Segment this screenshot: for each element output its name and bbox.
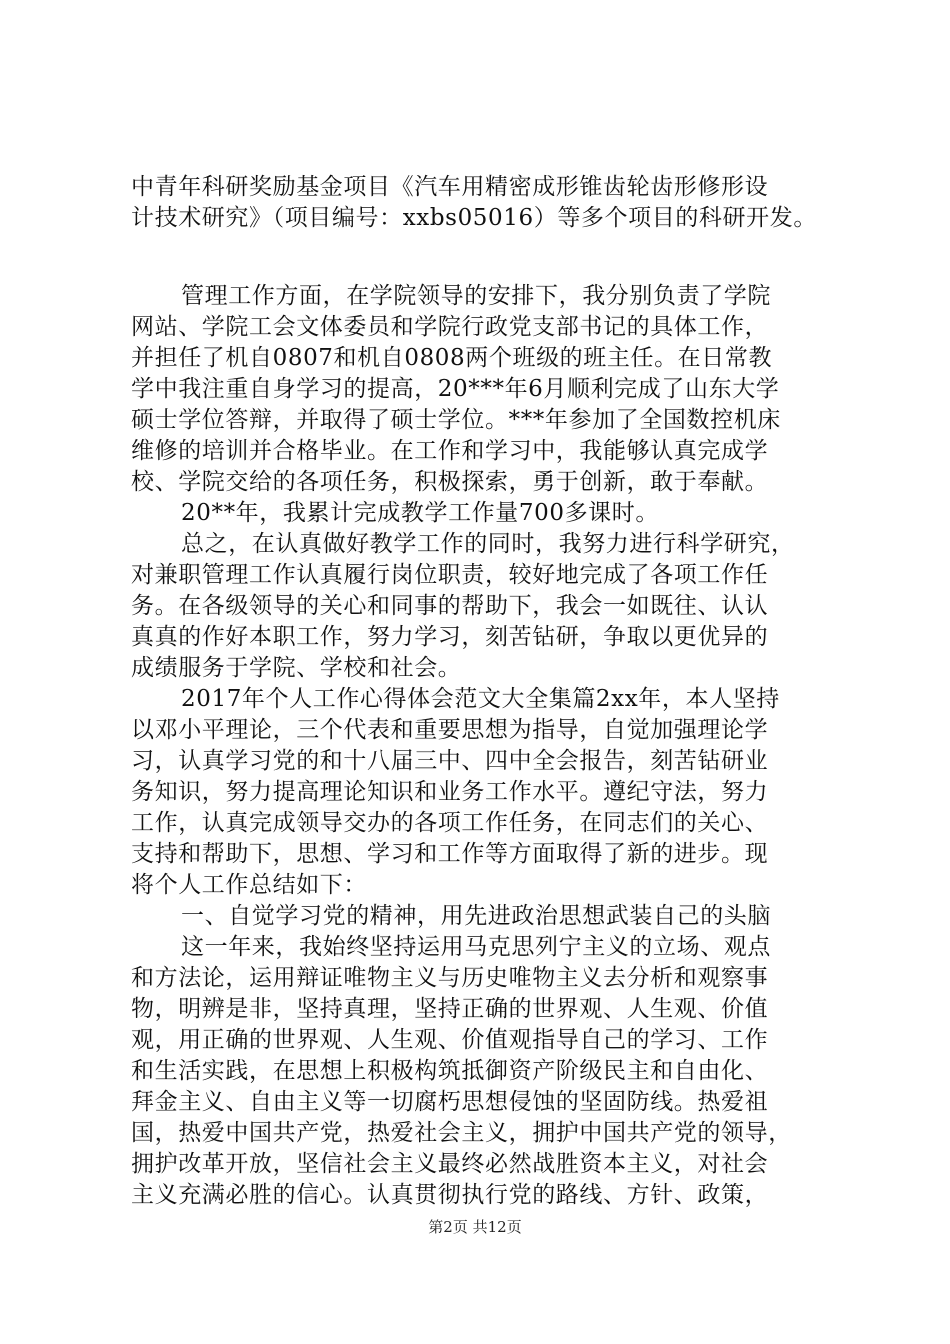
text-line: 网站、学院工会文体委员和学院行政党支部书记的具体工作， — [131, 314, 769, 340]
text-line: 支持和帮助下，思想、学习和工作等方面取得了新的进步。现 — [131, 841, 769, 867]
paragraph-gap — [131, 234, 831, 281]
text-line: 硕士学位答辩，并取得了硕士学位。***年参加了全国数控机床 — [131, 407, 781, 433]
text-line: 将个人工作总结如下： — [131, 872, 367, 898]
text-line: 和生活实践，在思想上积极构筑抵御资产阶级民主和自由化、 — [131, 1058, 769, 1084]
text-line: 拜金主义、自由主义等一切腐朽思想侵蚀的坚固防线。热爱祖 — [131, 1089, 769, 1115]
text-line: 以邓小平理论，三个代表和重要思想为指导，自觉加强理论学 — [131, 717, 769, 743]
section-heading-1 — [131, 901, 831, 932]
text-line: 校、学院交给的各项任务，积极探索，勇于创新，敢于奉献。 — [131, 469, 769, 495]
text-line: 总之，在认真做好教学工作的同时，我努力进行科学研究， — [181, 531, 795, 557]
text-line: 务。在各级领导的关心和同事的帮助下，我会一如既往、认认 — [131, 593, 769, 619]
paragraph-project-continuation — [131, 172, 831, 234]
text-line: 和方法论，运用辩证唯物主义与历史唯物主义去分析和观察事 — [131, 965, 769, 991]
text-line: 并担任了机自0807和机自0808两个班级的班主任。在日常教 — [131, 345, 773, 371]
text-line: 2017年个人工作心得体会范文大全集篇2xx年，本人坚持 — [181, 686, 780, 712]
text-line: 这一年来，我始终坚持运用马克思列宁主义的立场、观点 — [181, 934, 771, 960]
text-line: 计技术研究》（项目编号：xxbs05016）等多个项目的科研开发。 — [131, 205, 817, 231]
text-line: 工作，认真完成领导交办的各项工作任务，在同志们的关心、 — [131, 810, 769, 836]
text-line: 习，认真学习党的和十八届三中、四中全会报告，刻苦钻研业 — [131, 748, 769, 774]
text-line: 务知识，努力提高理论知识和业务工作水平。遵纪守法，努力 — [131, 779, 769, 805]
paragraph-political-thought — [131, 932, 831, 1211]
paragraph-article-2-intro — [131, 684, 831, 901]
text-line: 学中我注重自身学习的提高，20***年6月顺利完成了山东大学 — [131, 376, 780, 402]
text-line: 20**年，我累计完成教学工作量700多课时。 — [181, 500, 659, 526]
text-line: 成绩服务于学院、学校和社会。 — [131, 655, 462, 681]
text-line: 国，热爱中国共产党，热爱社会主义，拥护中国共产党的领导， — [131, 1120, 792, 1146]
text-line: 管理工作方面，在学院领导的安排下，我分别负责了学院 — [181, 283, 771, 309]
text-line: 真真的作好本职工作，努力学习，刻苦钻研，争取以更优异的 — [131, 624, 769, 650]
page-number: 第2页 共12页 — [428, 1218, 522, 1236]
text-line: 维修的培训并合格毕业。在工作和学习中，我能够认真完成学 — [131, 438, 769, 464]
text-line: 观，用正确的世界观、人生观、价值观指导自己的学习、工作 — [131, 1027, 769, 1053]
text-line: 一、自觉学习党的精神，用先进政治思想武装自己的头脑 — [181, 903, 771, 929]
document-body — [131, 172, 831, 1211]
text-line: 中青年科研奖励基金项目《汽车用精密成形锥齿轮齿形修形设 — [131, 174, 769, 200]
text-line: 对兼职管理工作认真履行岗位职责，较好地完成了各项工作任 — [131, 562, 769, 588]
paragraph-summary — [131, 529, 831, 684]
page-footer — [0, 1216, 950, 1237]
paragraph-teaching-hours — [131, 498, 831, 529]
text-line: 主义充满必胜的信心。认真贯彻执行党的路线、方针、政策， — [131, 1182, 769, 1208]
text-line: 物，明辨是非，坚持真理，坚持正确的世界观、人生观、价值 — [131, 996, 769, 1022]
text-line: 拥护改革开放，坚信社会主义最终必然战胜资本主义，对社会 — [131, 1151, 769, 1177]
paragraph-management-work — [131, 281, 831, 498]
